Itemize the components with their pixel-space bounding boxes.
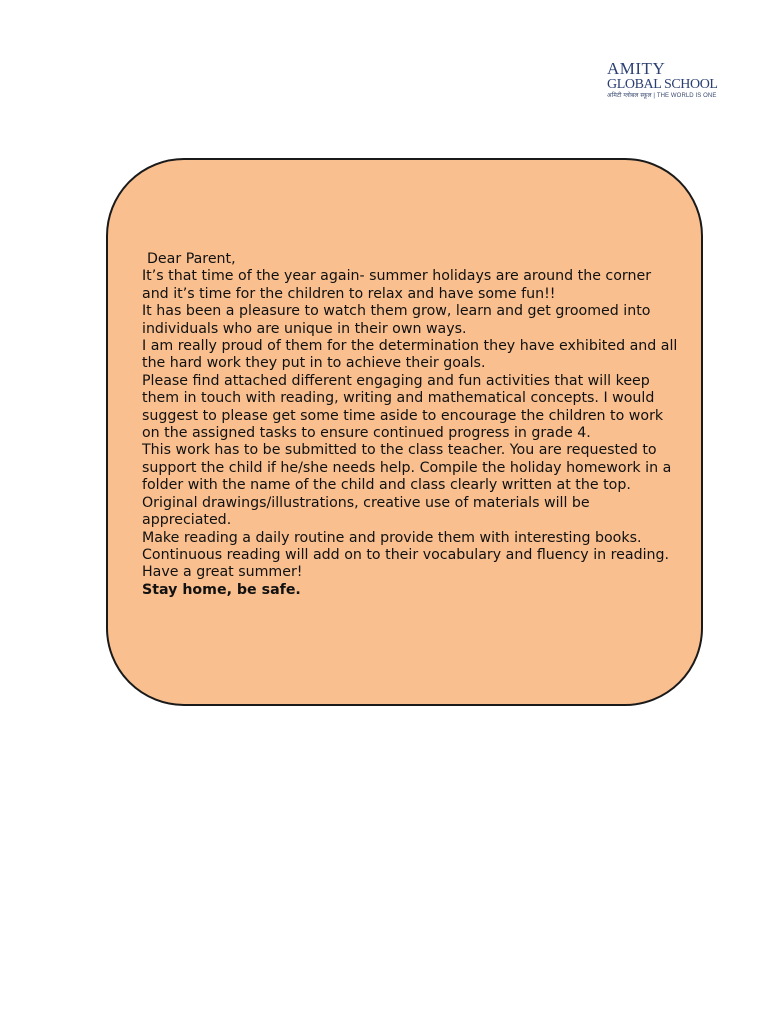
letter-paragraph: This work has to be submitted to the class teacher. You are requested to support the child if he/she needs help. Compile the holiday homework in a folder with the name of the child and class clearly written at the top. <box>142 442 672 494</box>
logo-tagline: अमिटी ग्लोबल स्कूल | THE WORLD IS ONE <box>607 93 717 99</box>
letter-box <box>106 158 703 706</box>
school-logo <box>607 60 725 104</box>
logo-name: AMITY <box>607 59 666 78</box>
logo-school: GLOBAL SCHOOL <box>607 77 718 92</box>
letter-body <box>142 251 682 599</box>
letter-paragraph: It has been a pleasure to watch them grow, learn and get groomed into individuals who are unique in their own ways. <box>142 303 651 337</box>
letter-greeting: Dear Parent, <box>147 251 236 267</box>
letter-closing: Stay home, be safe. <box>142 581 301 598</box>
letter-paragraph: I am really proud of them for the determination they have exhibited and all the hard work they put in to achieve their goals. <box>142 338 678 372</box>
letter-paragraph: Original drawings/illustrations, creative use of materials will be appreciated. <box>142 494 590 529</box>
letter-paragraph: Have a great summer! <box>142 564 303 581</box>
letter-paragraph: Please find attached different engaging and fun activities that will keep them in touch with reading, writing and mathematical concepts. I would suggest to please get some time aside to encourage the children to work on the assigned tasks to ensure continued progress in grade 4. <box>142 372 664 442</box>
letter-paragraph: It’s that time of the year again- summer holidays are around the corner and it’s time for the children to relax and have some fun!! <box>142 268 652 302</box>
letter-paragraph: Make reading a daily routine and provide them with interesting books. Continuous reading will add on to their vocabulary and fluency in reading. <box>142 529 670 563</box>
